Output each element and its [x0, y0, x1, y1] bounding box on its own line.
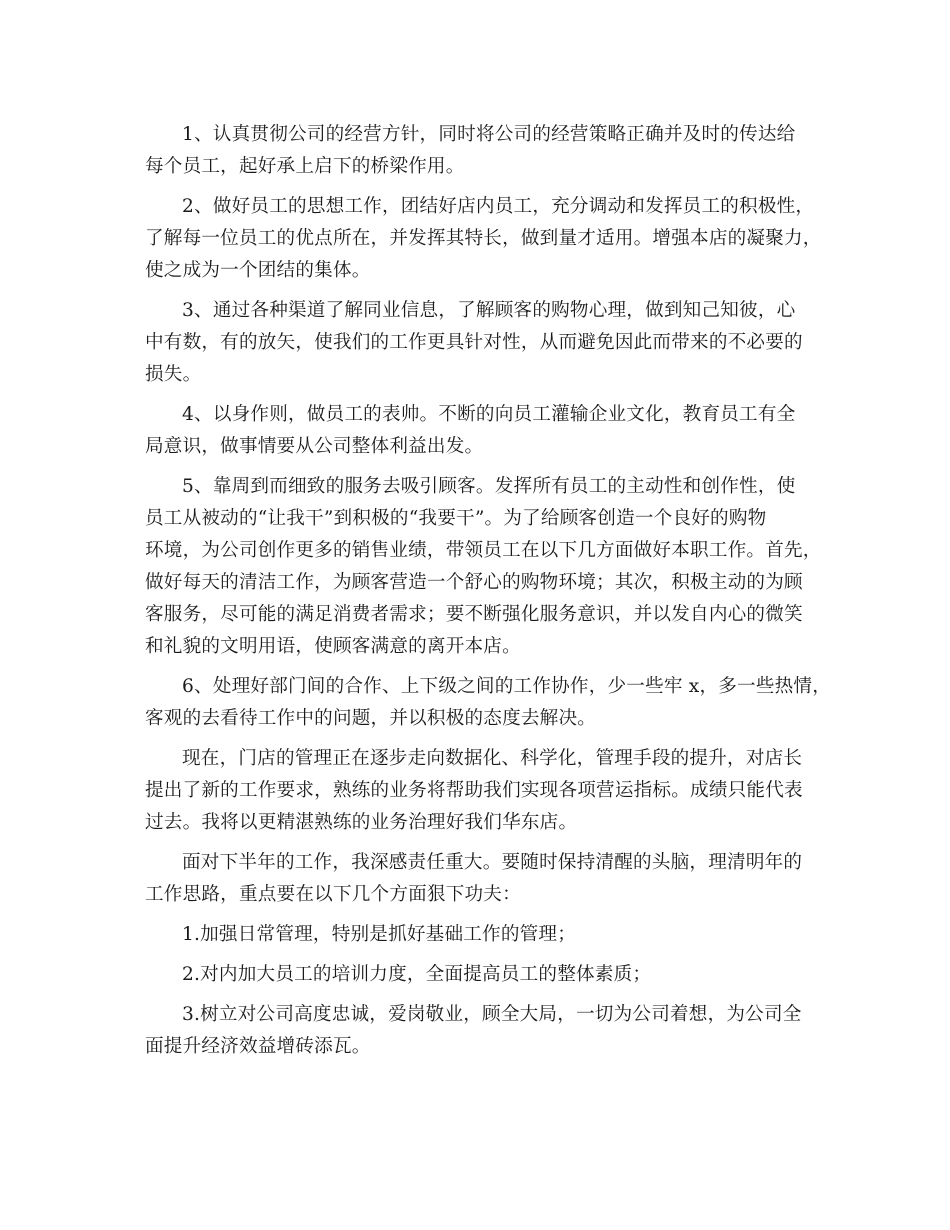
- text-line: 了解每一位员工的优点所在，并发挥其特长，做到量才适用。增强本店的凝聚力，: [145, 228, 822, 249]
- text-line: 1.加强日常管理，特别是抓好基础工作的管理；: [182, 924, 577, 945]
- text-line: 3.树立对公司高度忠诚，爱岗敬业，顾全大局，一切为公司着想，为公司全: [182, 1004, 802, 1025]
- text-line: 使之成为一个团结的集体。: [145, 260, 371, 281]
- text-line: 面对下半年的工作，我深感责任重大。要随时保持清醒的头脑，理清明年的: [182, 852, 803, 873]
- paragraph-3: [145, 295, 810, 391]
- list-item-2: [145, 959, 810, 991]
- text-line: 中有数，有的放矢，使我们的工作更具针对性，从而避免因此而带来的不必要的: [145, 332, 803, 353]
- text-line: 员工从被动的“让我干”到积极的“我要干”。为了给顾客创造一个良好的购物: [145, 508, 767, 529]
- list-item-1: [145, 919, 810, 951]
- text-line: 局意识，做事情要从公司整体利益出发。: [145, 436, 484, 457]
- text-line: 1、认真贯彻公司的经营方针，同时将公司的经营策略正确并及时的传达给: [182, 124, 796, 145]
- text-line: 提出了新的工作要求，熟练的业务将帮助我们实现各项营运指标。成绩只能代表: [145, 780, 803, 801]
- text-line: 客服务，尽可能的满足消费者需求；要不断强化服务意识，并以发自内心的微笑: [145, 604, 803, 625]
- paragraph-8: [145, 847, 810, 911]
- text-line: 3、通过各种渠道了解同业信息，了解顾客的购物心理，做到知己知彼，心: [182, 300, 796, 321]
- text-line: 损失。: [145, 364, 202, 385]
- text-line: 2、做好员工的思想工作，团结好店内员工，充分调动和发挥员工的积极性，: [182, 196, 815, 217]
- text-line: 客观的去看待工作中的问题，并以积极的态度去解决。: [145, 708, 597, 729]
- paragraph-1: [145, 119, 810, 183]
- list-item-3: [145, 999, 810, 1063]
- paragraph-4: [145, 399, 810, 463]
- text-line: 工作思路，重点要在以下几个方面狠下功夫：: [145, 884, 521, 905]
- text-line: 和礼貌的文明用语，使顾客满意的离开本店。: [145, 636, 521, 657]
- text-line: 面提升经济效益增砖添瓦。: [145, 1036, 371, 1057]
- text-line: 环境，为公司创作更多的销售业绩，带领员工在以下几方面做好本职工作。首先，: [145, 540, 822, 561]
- text-line: 过去。我将以更精湛熟练的业务治理好我们华东店。: [145, 812, 578, 833]
- text-line: 现在，门店的管理正在逐步走向数据化、科学化，管理手段的提升，对店长: [182, 748, 803, 769]
- text-line: 2.对内加大员工的培训力度，全面提高员工的整体素质；: [182, 964, 652, 985]
- text-line: 4、以身作则，做员工的表帅。不断的向员工灌输企业文化，教育员工有全: [182, 404, 796, 425]
- text-line: 5、靠周到而细致的服务去吸引顾客。发挥所有员工的主动性和创作性，使: [182, 476, 796, 497]
- text-line: 每个员工，起好承上启下的桥梁作用。: [145, 156, 465, 177]
- paragraph-2: [145, 191, 822, 287]
- paragraph-5: [145, 471, 822, 663]
- document-body: [145, 119, 832, 1071]
- paragraph-6: [145, 671, 832, 735]
- text-line: 做好每天的清洁工作，为顾客营造一个舒心的购物环境；其次，积极主动的为顾: [145, 572, 803, 593]
- text-line: 6、处理好部门间的合作、上下级之间的工作协作，少一些牢 x，多一些热情，: [182, 676, 832, 697]
- paragraph-7: [145, 743, 810, 839]
